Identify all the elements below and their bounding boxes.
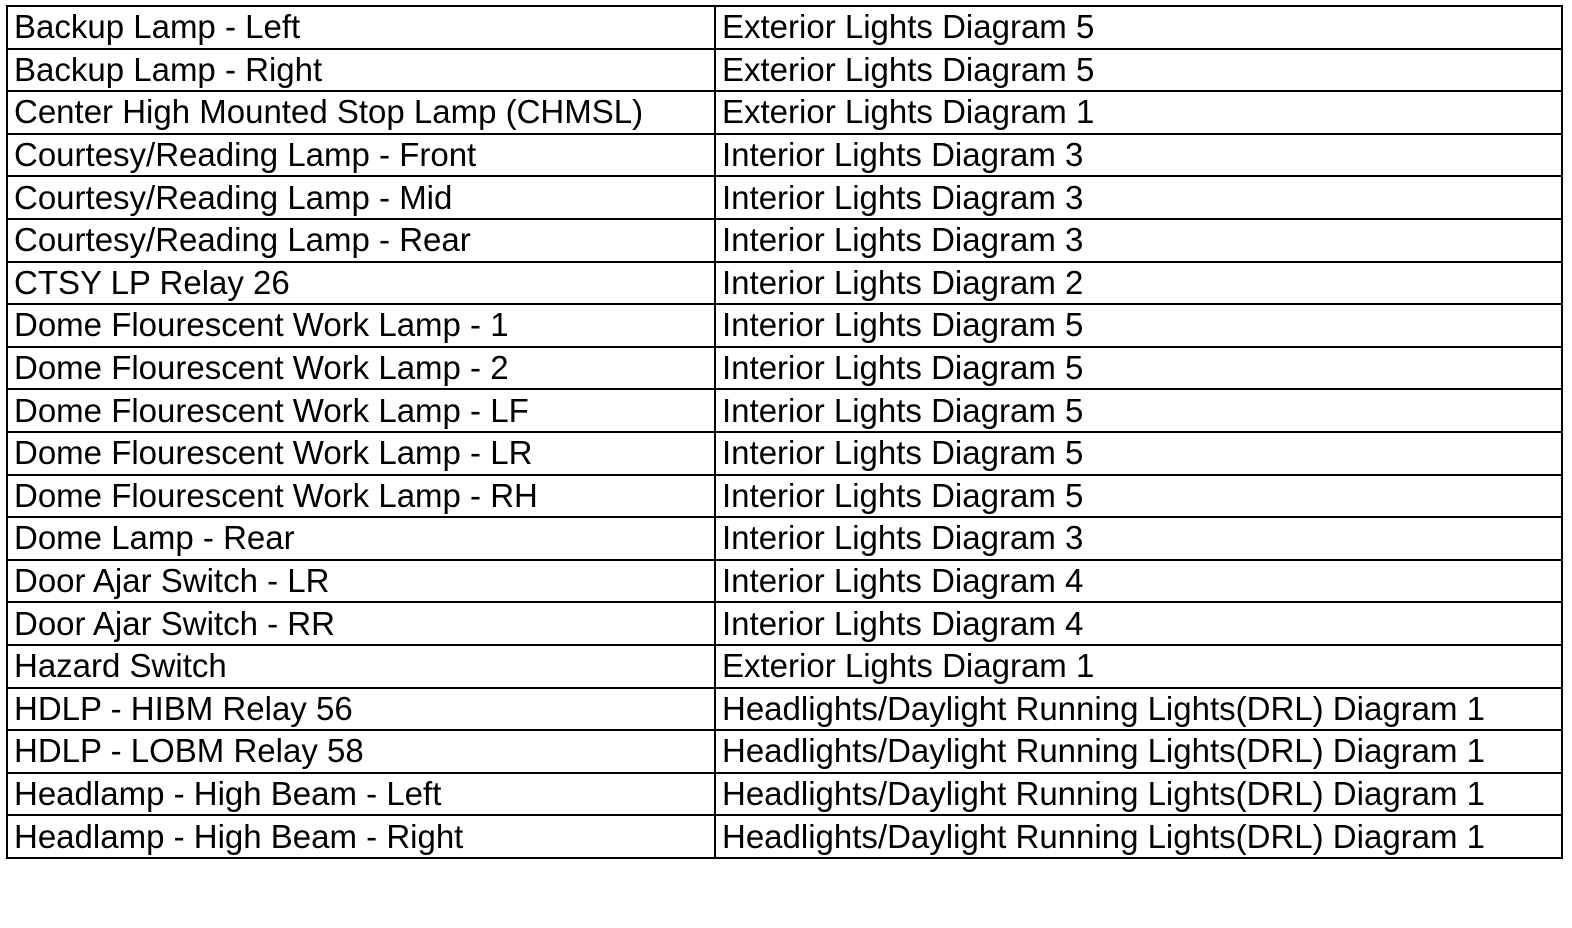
table-row [7,91,1562,134]
table-row [7,560,1562,603]
location-cell: Exterior Lights Diagram 1 [715,645,1562,688]
component-cell: Dome Flourescent Work Lamp - 2 [7,347,715,390]
component-cell: Dome Flourescent Work Lamp - RH [7,475,715,518]
component-cell: Door Ajar Switch - RR [7,602,715,645]
table-row [7,517,1562,560]
table-body [7,6,1562,858]
table-row [7,475,1562,518]
component-cell: Dome Flourescent Work Lamp - LF [7,389,715,432]
component-cell: Door Ajar Switch - LR [7,560,715,603]
location-cell: Exterior Lights Diagram 5 [715,6,1562,49]
location-cell: Headlights/Daylight Running Lights(DRL) Diagram 1 [715,815,1562,858]
table-row [7,773,1562,816]
location-cell: Interior Lights Diagram 4 [715,560,1562,603]
component-cell: Dome Flourescent Work Lamp - 1 [7,304,715,347]
component-cell: Center High Mounted Stop Lamp (CHMSL) [7,91,715,134]
table-row [7,347,1562,390]
location-cell: Exterior Lights Diagram 1 [715,91,1562,134]
component-cell: Courtesy/Reading Lamp - Mid [7,176,715,219]
component-cell: Dome Lamp - Rear [7,517,715,560]
location-cell: Interior Lights Diagram 3 [715,517,1562,560]
component-cell: Headlamp - High Beam - Right [7,815,715,858]
location-cell: Interior Lights Diagram 5 [715,475,1562,518]
component-location-table [6,5,1563,859]
location-cell: Exterior Lights Diagram 5 [715,49,1562,92]
table-row [7,304,1562,347]
component-cell: Courtesy/Reading Lamp - Front [7,134,715,177]
table-row [7,389,1562,432]
component-cell: CTSY LP Relay 26 [7,262,715,305]
location-cell: Interior Lights Diagram 4 [715,602,1562,645]
table-row [7,262,1562,305]
location-cell: Interior Lights Diagram 3 [715,134,1562,177]
table-row [7,815,1562,858]
table-row [7,432,1562,475]
table-row [7,219,1562,262]
component-cell: Hazard Switch [7,645,715,688]
component-cell: Backup Lamp - Left [7,6,715,49]
location-cell: Interior Lights Diagram 3 [715,219,1562,262]
location-cell: Interior Lights Diagram 2 [715,262,1562,305]
table-row [7,134,1562,177]
table-row [7,688,1562,731]
component-cell: Headlamp - High Beam - Left [7,773,715,816]
location-cell: Interior Lights Diagram 5 [715,432,1562,475]
table-row [7,645,1562,688]
location-cell: Interior Lights Diagram 3 [715,176,1562,219]
component-cell: HDLP - HIBM Relay 56 [7,688,715,731]
location-cell: Interior Lights Diagram 5 [715,347,1562,390]
location-cell: Headlights/Daylight Running Lights(DRL) Diagram 1 [715,773,1562,816]
component-cell: Backup Lamp - Right [7,49,715,92]
location-cell: Interior Lights Diagram 5 [715,304,1562,347]
table-row [7,6,1562,49]
component-cell: Dome Flourescent Work Lamp - LR [7,432,715,475]
table-row [7,602,1562,645]
location-cell: Headlights/Daylight Running Lights(DRL) Diagram 1 [715,730,1562,773]
location-cell: Headlights/Daylight Running Lights(DRL) Diagram 1 [715,688,1562,731]
table-row [7,49,1562,92]
table-row [7,730,1562,773]
component-cell: HDLP - LOBM Relay 58 [7,730,715,773]
component-cell: Courtesy/Reading Lamp - Rear [7,219,715,262]
table-row [7,176,1562,219]
location-cell: Interior Lights Diagram 5 [715,389,1562,432]
